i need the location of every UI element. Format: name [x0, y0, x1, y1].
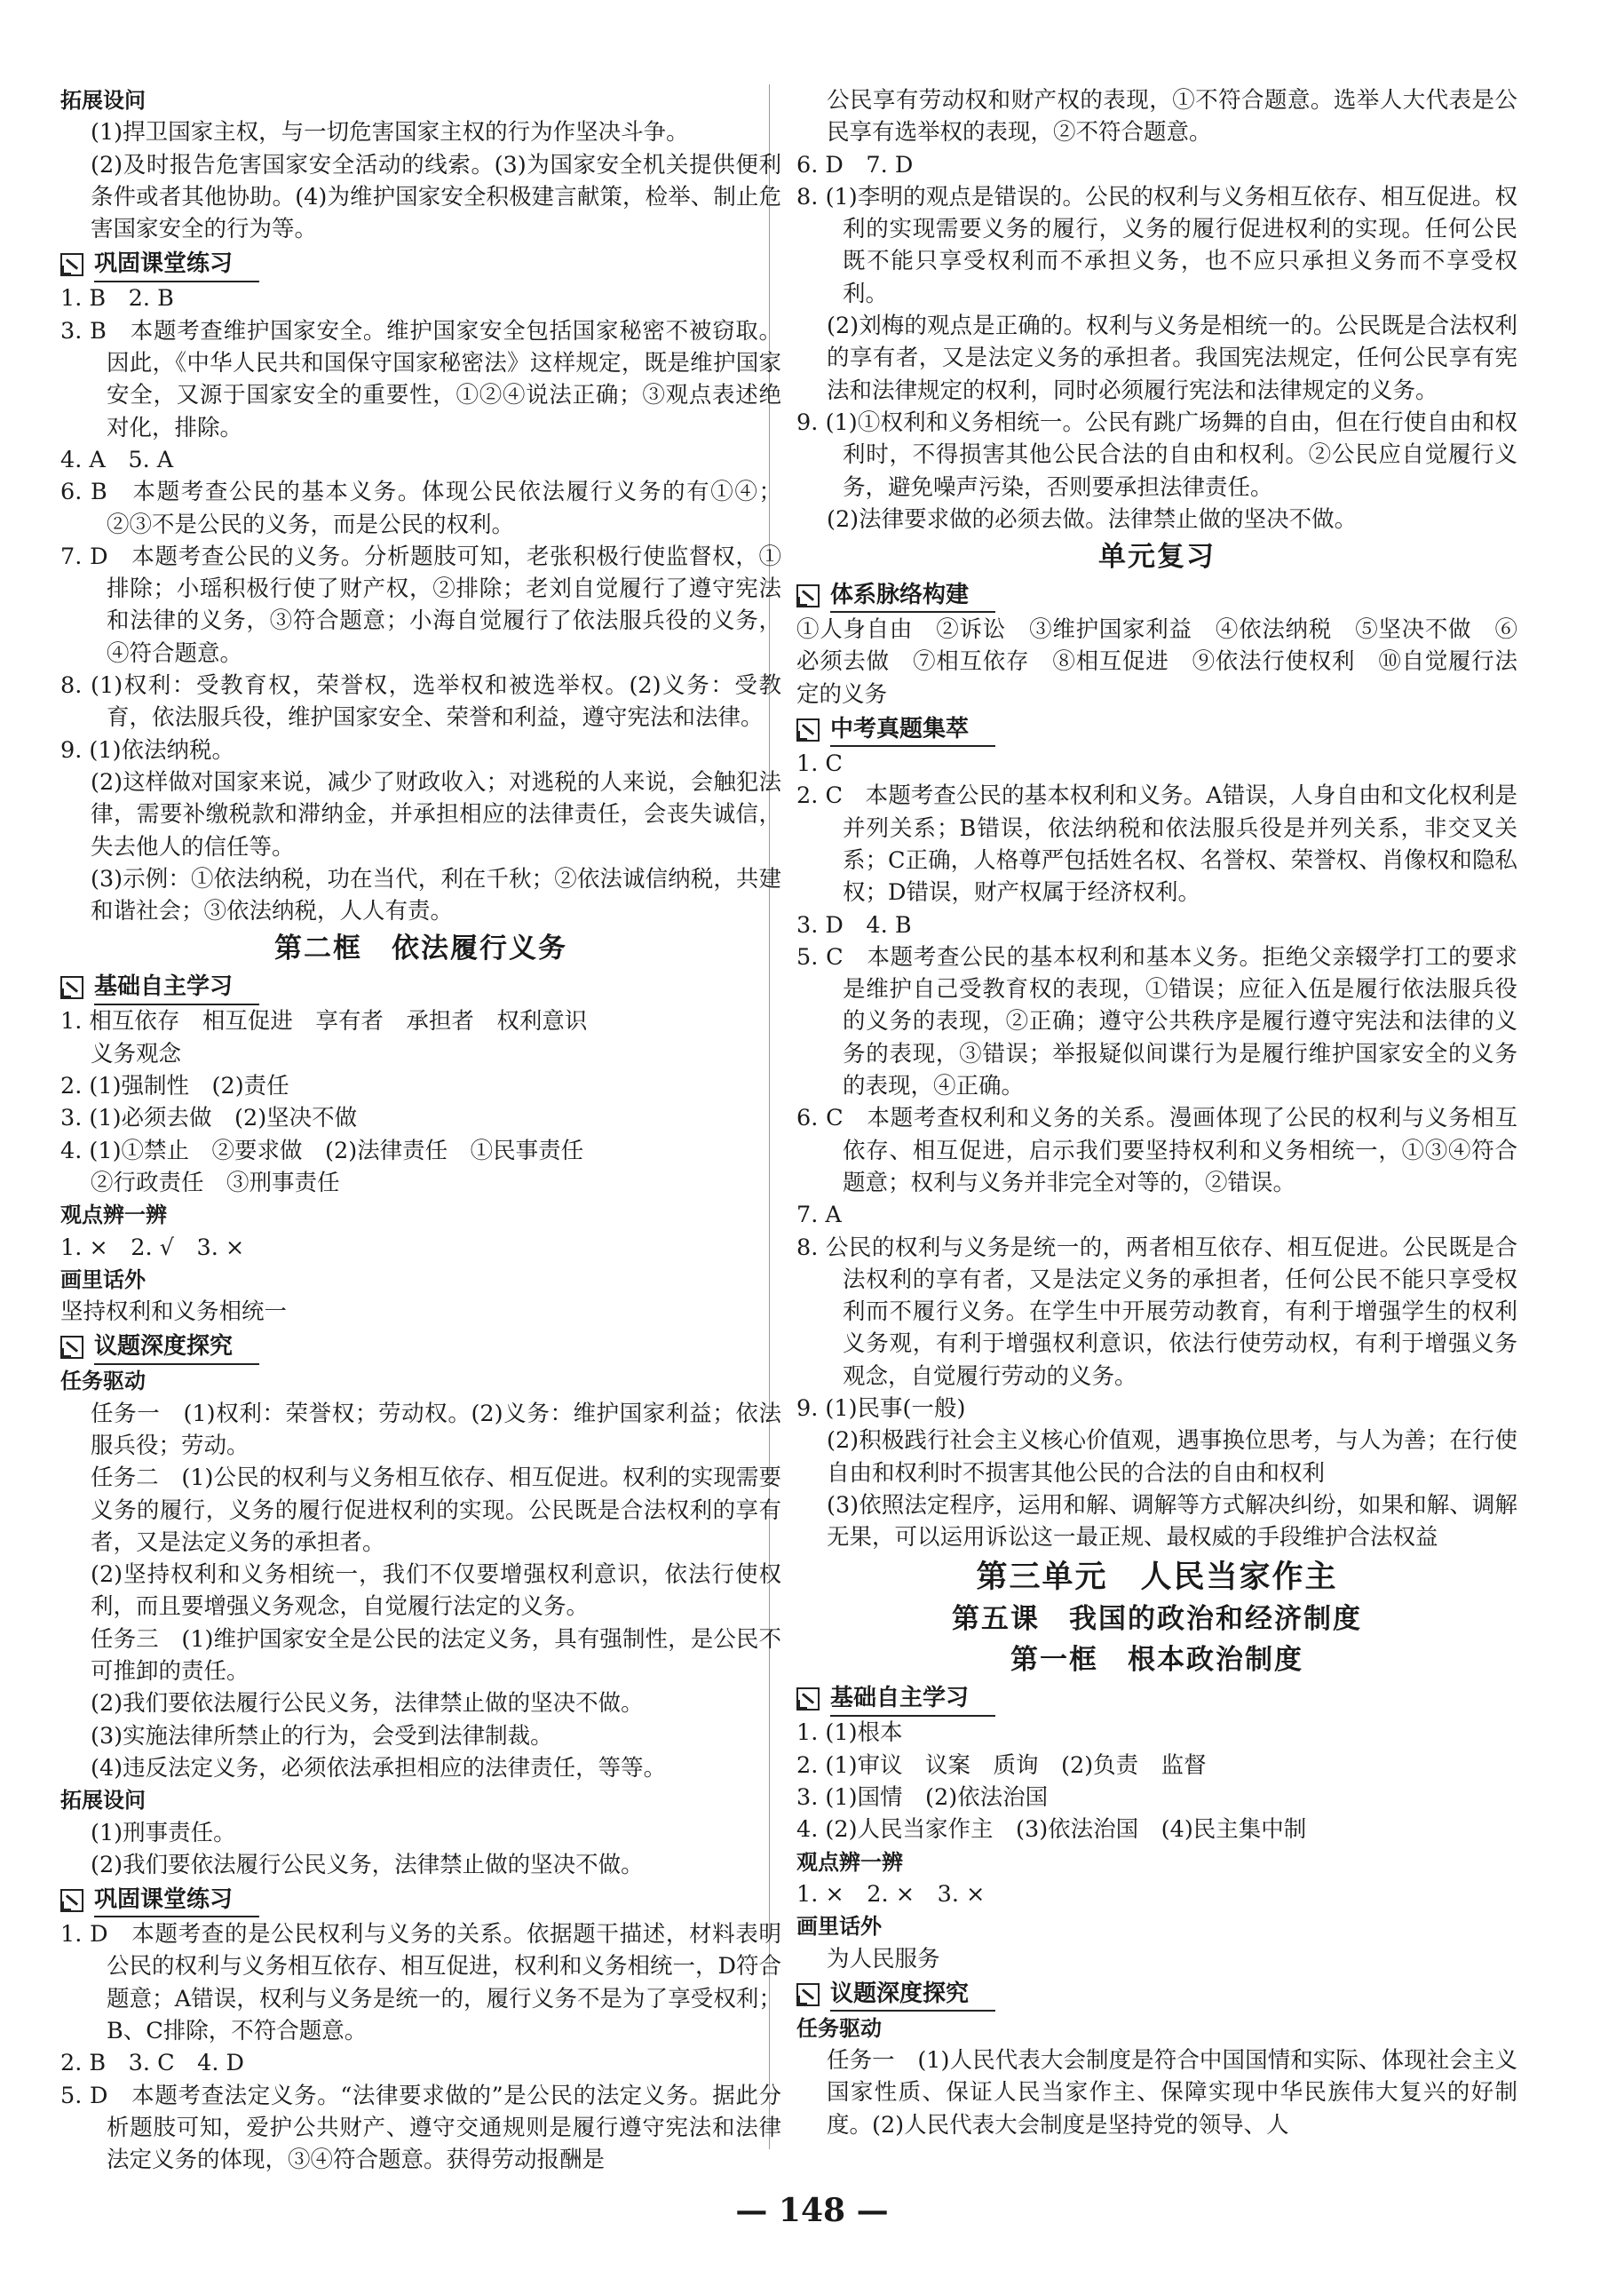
answer-item: 2. C 本题考查公民的基本权利和义务。A错误，人身自由和文化权利是并列关系；B错误，依法纳税和依法服兵役是并列关系，非交叉关系；C正确，人格尊严包括姓名权、名誉权、荣誉权、肖像权和隐私权；D错误，财产权属于经济权利。: [796, 782, 1517, 907]
answer-item: 4. (1)①禁止 ②要求做 (2)法律责任 ①民事责任: [60, 1137, 584, 1164]
answer-item: 8. 公民的权利与义务是统一的，两者相互依存、相互促进。公民既是合法权利的享有者，又是法定义务的承担者，任何公民不能只享受权利而不履行义务。在学生中开展劳动教育，有利于增强学生的权利义务观，有利于增强权利意识，依法行使劳动权，有利于增强义务观念，自觉履行劳动的义务。: [796, 1234, 1517, 1390]
task-answer: (2)我们要依法履行公民义务，法律禁止做的坚决不做。: [91, 1690, 644, 1718]
answer-text: ②行政责任 ③刑事责任: [91, 1169, 340, 1196]
section-heading: 议题深度探究: [60, 1331, 781, 1363]
answer-text: 为人民服务: [827, 1945, 940, 1972]
answer-text: (2)积极践行社会主义核心价值观，遇事换位思考，与人为善；在行使自由和权利时不损害其他公民的合法的自由和权利: [827, 1427, 1517, 1487]
answer-item: 1. D 本题考查的是公民权利与义务的关系。依据题干描述，材料表明公民的权利与义务相互依存、相互促进，权利和义务相统一，D符合题意；A错误，权利与义务是统一的，履行义务不是为了享受权利；B、C排除，不符合题意。: [60, 1921, 781, 2045]
sub-label: 拓展设问: [60, 1788, 146, 1814]
answer-text: 坚持权利和义务相统一: [60, 1298, 288, 1326]
answer-text: (2)法律要求做的必须去做。法律禁止做的坚决不做。: [827, 505, 1358, 533]
lesson-frame-title: 第一框 根本政治制度: [1010, 1644, 1303, 1677]
answer-item: 5. D 本题考查法定义务。“法律要求做的”是公民的法定义务。据此分析题肢可知，爱护公共财产、遵守交通规则是履行遵守宪法和法律法定义务的体现，③④符合题意。获得劳动报酬是: [60, 2082, 781, 2174]
answer-item: 1. B 2. B: [60, 285, 174, 313]
lesson-title: 第五课 我国的政治和经济制度: [952, 1603, 1362, 1636]
answer-text: (2)及时报告危害国家安全活动的线索。(3)为国家安全机关提供便利条件或者其他协助。(4)为维护国家安全积极建言献策，检举、制止危害国家安全的行为等。: [91, 151, 781, 243]
extension-question-label: 拓展设问: [60, 88, 146, 113]
answer-item: 4. (2)人民当家作主 (3)依法治国 (4)民主集中制: [796, 1816, 1307, 1844]
answer-text: (2)这样做对国家来说，减少了财政收入；对逃税的人来说，会触犯法律，需要补缴税款和滞纳金，并承担相应的法律责任，会丧失诚信，失去他人的信任等。: [91, 768, 781, 861]
answer-item: 9. (1)民事(一般): [796, 1394, 966, 1422]
answer-item: 8. (1)权利：受教育权，荣誉权，选举权和被选举权。(2)义务：受教育，依法服兵役，维护国家安全、荣誉和利益，遵守宪法和法律。: [60, 672, 781, 732]
pencil-box-icon: [796, 584, 820, 607]
answer-text: (2)我们要依法履行公民义务，法律禁止做的坚决不做。: [91, 1851, 644, 1878]
task-answer: (2)坚持权利和义务相统一，我们不仅要增强权利意识，依法行使权利，而且要增强义务观念，自觉履行法定的义务。: [91, 1561, 781, 1621]
pencil-box-icon: [796, 1687, 820, 1710]
sub-label: 观点辨一辨: [796, 1849, 903, 1875]
answer-item: 1. × 2. × 3. ×: [796, 1880, 986, 1908]
section-heading: 基础自主学习: [60, 972, 781, 1004]
task-answer: 任务三 (1)维护国家安全是公民的法定义务，具有强制性，是公民不可推卸的责任。: [91, 1625, 781, 1686]
task-answer: (3)实施法律所禁止的行为，会受到法律制裁。: [91, 1722, 553, 1750]
answer-item: 6. C 本题考查权利和义务的关系。漫画体现了公民的权利与义务相互依存、相互促进，启示我们要坚持权利和义务相统一，①③④符合题意；权利与义务并非完全对等的，②错误。: [796, 1105, 1517, 1196]
answer-item: 1. × 2. √ 3. ×: [60, 1234, 245, 1261]
answer-text: (2)刘梅的观点是正确的。权利与义务是相统一的。公民既是合法权利的享有者，又是法定义务的承担者。我国宪法规定，任何公民享有宪法和法律规定的权利，同时必须履行宪法和法律规定的义务。: [827, 313, 1517, 404]
section-heading: 巩固课堂练习: [60, 1885, 781, 1917]
page-number: — 148 —: [735, 2192, 889, 2229]
answer-item: 3. D 4. B: [796, 911, 912, 939]
task-answer: (4)违反法定义务，必须依法承担相应的法律责任，等等。: [91, 1754, 667, 1782]
answer-item: 1. 相互依存 相互促进 享有者 承担者 权利意识: [60, 1008, 588, 1036]
answer-text: 义务观念: [91, 1040, 182, 1068]
pencil-box-icon: [60, 1889, 83, 1912]
sub-label: 任务驱动: [60, 1369, 146, 1394]
answer-item: 5. C 本题考查公民的基本权利和基本义务。拒绝父亲辍学打工的要求是维护自己受教育权的表现，①错误；应征入伍是履行依法服兵役的义务的表现，②正确；遵守公共秩序是履行遵守宪法和法律的义务的表现，③错误；举报疑似间谍行为是履行维护国家安全的义务的表现，④正确。: [796, 943, 1517, 1100]
answer-item: 1. C: [796, 750, 843, 778]
answer-item: 6. B 本题考查公民的基本义务。体现公民依法履行义务的有①④；②③不是公民的义务，而是公民的权利。: [60, 479, 781, 538]
answer-item: 3. (1)必须去做 (2)坚决不做: [60, 1105, 358, 1132]
pencil-box-icon: [60, 976, 83, 999]
answer-item: 7. A: [796, 1202, 842, 1229]
pencil-box-icon: [796, 718, 820, 742]
answer-item: 6. D 7. D: [796, 151, 914, 179]
sub-label: 观点辨一辨: [60, 1202, 167, 1228]
answer-item: 2. (1)强制性 (2)责任: [60, 1073, 289, 1100]
answer-text: 公民享有劳动权和财产权的表现，①不符合题意。选举人大代表是公民享有选举权的表现，②不符合题意。: [827, 87, 1517, 147]
sub-label: 画里话外: [796, 1914, 882, 1940]
answer-item: 2. B 3. C 4. D: [60, 2050, 245, 2077]
section-heading: 中考真题集萃: [796, 714, 1517, 746]
answer-text: ①人身自由 ②诉讼 ③维护国家利益 ④依法纳税 ⑤坚决不做 ⑥必须去做 ⑦相互依存 ⑧相互促进 ⑨依法行使权利 ⑩自觉履行法定的义务: [796, 616, 1517, 708]
pencil-box-icon: [60, 253, 83, 276]
answer-item: 9. (1)依法纳税。: [60, 736, 235, 764]
section-heading: 巩固课堂练习: [60, 249, 781, 281]
answer-item: 3. B 本题考查维护国家安全。维护国家安全包括国家秘密不被窃取。因此，《中华人民共和国保守国家秘密法》这样规定，既是维护国家安全，又源于国家安全的重要性，①②④说法正确；③观点表述绝对化，排除。: [60, 317, 781, 441]
answer-item: 3. (1)国情 (2)依法治国: [796, 1784, 1049, 1812]
sub-label: 画里话外: [60, 1266, 146, 1292]
answer-item: 1. (1)根本: [796, 1719, 903, 1747]
section-heading: 议题深度探究: [796, 1979, 1517, 2011]
left-column: [60, 84, 781, 2177]
task-answer: 任务一 (1)人民代表大会制度是符合中国国情和实际、体现社会主义国家性质、保证人民当家作主、保障实现中华民族伟大复兴的好制度。(2)人民代表大会制度是坚持党的领导、人: [827, 2047, 1517, 2139]
right-column: [796, 84, 1517, 2141]
answer-item: 4. A 5. A: [60, 446, 174, 473]
unit-title: 第三单元 人民当家作主: [976, 1560, 1338, 1596]
unit-review-title: 单元复习: [1098, 541, 1216, 574]
answer-item: 9. (1)①权利和义务相统一。公民有跳广场舞的自由，但在行使自由和权利时，不得损害其他公民合法的自由和权利。②公民应自觉履行义务，避免噪声污染，否则要承担法律责任。: [796, 409, 1517, 501]
sub-label: 任务驱动: [796, 2015, 882, 2041]
answer-text: (3)依照法定程序，运用和解、调解等方式解决纠纷，如果和解、调解无果，可以运用诉讼这一最正规、最权威的手段维护合法权益: [827, 1491, 1517, 1552]
pencil-box-icon: [60, 1336, 83, 1359]
task-answer: 任务一 (1)权利：荣誉权；劳动权。(2)义务：维护国家利益；依法服兵役；劳动。: [91, 1400, 781, 1459]
answer-item: 8. (1)李明的观点是错误的。公民的权利与义务相互依存、相互促进。权利的实现需要义务的履行，义务的履行促进权利的实现。任何公民既不能只享受权利而不承担义务，也不应只承担义务而不享受权利。: [796, 183, 1517, 307]
task-answer: 任务二 (1)公民的权利与义务相互依存、相互促进。权利的实现需要义务的履行，义务的履行促进权利的实现。公民既是合法权利的享有者，又是法定义务的承担者。: [91, 1464, 781, 1556]
answer-item: 2. (1)审议 议案 质询 (2)负责 监督: [796, 1751, 1207, 1779]
answer-text: (3)示例：①依法纳税，功在当代，利在千秋；②依法诚信纳税，共建和谐社会；③依法纳税，人人有责。: [91, 865, 781, 925]
section-heading: 基础自主学习: [796, 1683, 1517, 1715]
answer-text: (1)捍卫国家主权，与一切危害国家主权的行为作坚决斗争。: [91, 119, 689, 147]
lesson-frame-title: 第二框 依法履行义务: [274, 933, 567, 965]
section-heading: 体系脉络构建: [796, 580, 1517, 612]
answer-item: 7. D 本题考查公民的义务。分析题肢可知，老张积极行使监督权，①排除；小瑶积极行使了财产权，②排除；老刘自觉履行了遵守宪法和法律的义务，③符合题意；小海自觉履行了依法服兵役的义务，④符合题意。: [60, 543, 781, 667]
pencil-box-icon: [796, 1983, 820, 2006]
answer-text: (1)刑事责任。: [91, 1819, 236, 1846]
